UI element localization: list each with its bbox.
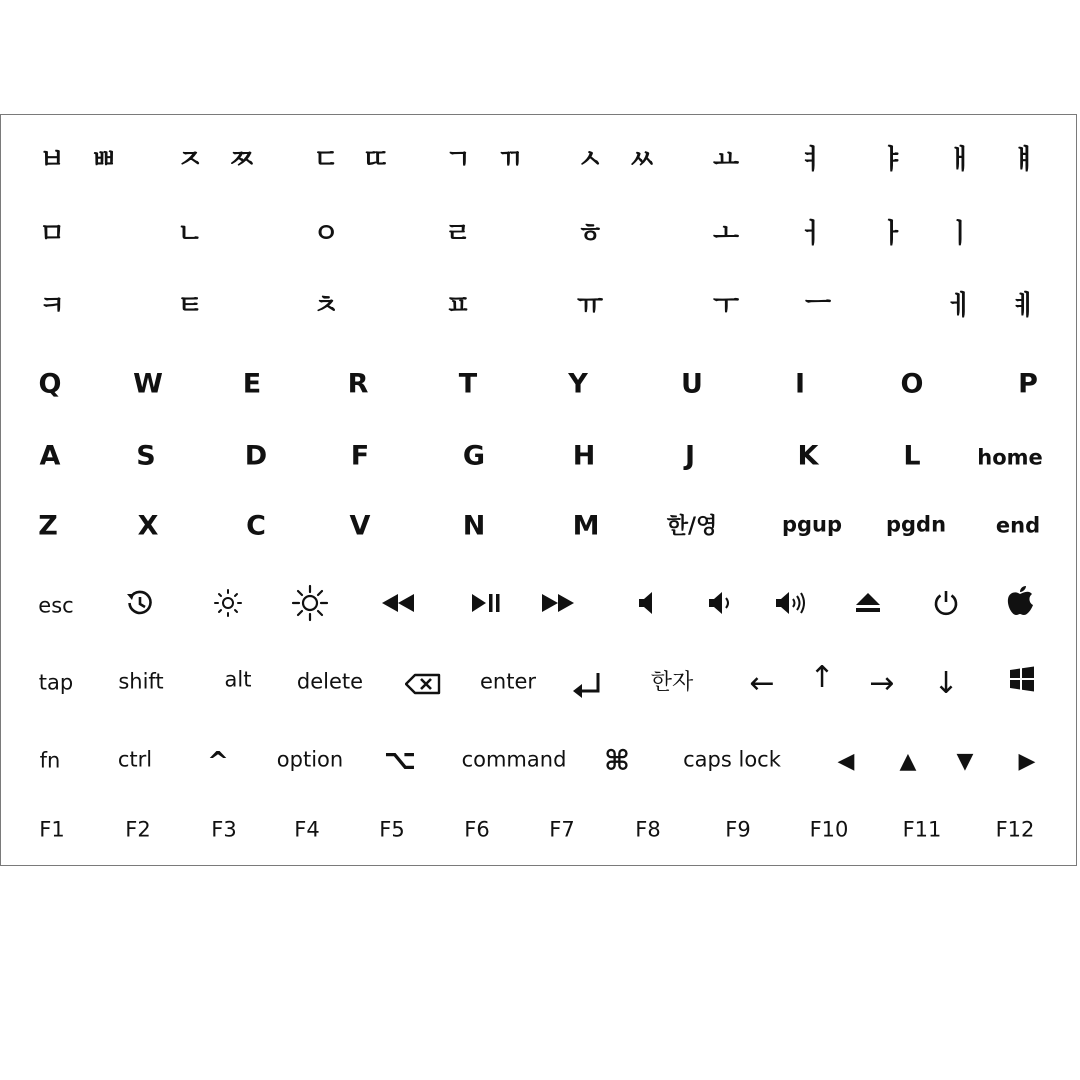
letter-key-o: O bbox=[900, 368, 924, 400]
arrow-right-icon: → bbox=[869, 666, 895, 701]
command-symbol-icon: ⌘ bbox=[604, 744, 630, 777]
tap-key-label: tap bbox=[38, 670, 74, 695]
letter-key-c: C bbox=[246, 510, 266, 542]
triangle-right-icon: ▶ bbox=[1018, 749, 1036, 774]
option-key-label: option bbox=[276, 747, 344, 772]
jamo-key: ㅉ bbox=[228, 144, 256, 176]
windows-logo-icon bbox=[1009, 666, 1035, 692]
ctrl-key-label: ctrl bbox=[117, 747, 153, 772]
letter-key-k: K bbox=[797, 440, 819, 472]
f2-key-label: F2 bbox=[125, 817, 151, 842]
letter-key-f: F bbox=[350, 440, 370, 472]
hanja-key-label: 한자 bbox=[650, 670, 694, 695]
eject-icon bbox=[855, 592, 881, 614]
letter-key-n: N bbox=[462, 510, 486, 542]
f8-key-label: F8 bbox=[635, 817, 661, 842]
jamo-key: ㅠ bbox=[576, 290, 604, 322]
arrow-left-icon: ← bbox=[749, 666, 775, 701]
letter-key-s: S bbox=[136, 440, 156, 472]
letter-key-y: Y bbox=[568, 368, 588, 400]
jamo-key: ㅐ bbox=[946, 144, 974, 176]
letter-key-w: W bbox=[133, 368, 163, 400]
letter-key-i: I bbox=[794, 368, 806, 400]
jamo-key: ㅛ bbox=[712, 144, 740, 176]
fast-forward-icon bbox=[541, 594, 575, 612]
f12-key-label: F12 bbox=[995, 817, 1035, 842]
jamo-key: ㄱ bbox=[444, 144, 472, 176]
volume-down-icon bbox=[707, 590, 733, 616]
jamo-key: ㅓ bbox=[798, 218, 826, 250]
jamo-key: ㅡ bbox=[804, 288, 832, 320]
jamo-key: ㅑ bbox=[878, 144, 906, 176]
f3-key-label: F3 bbox=[211, 817, 237, 842]
caps-lock-key-label: caps lock bbox=[683, 747, 781, 772]
jamo-key: ㅈ bbox=[176, 144, 204, 176]
jamo-key: ㅅ bbox=[576, 144, 604, 176]
jamo-key: ㅜ bbox=[712, 290, 740, 322]
letter-key-h: H bbox=[572, 440, 596, 472]
arrow-up-icon: ↑ bbox=[809, 660, 835, 695]
letter-key-r: R bbox=[347, 368, 369, 400]
triangle-up-icon: ▲ bbox=[899, 749, 917, 774]
f10-key-label: F10 bbox=[809, 817, 849, 842]
arrow-down-icon: ↓ bbox=[933, 666, 959, 701]
f9-key-label: F9 bbox=[725, 817, 751, 842]
letter-key-u: U bbox=[681, 368, 703, 400]
caret-symbol: ^ bbox=[207, 747, 229, 777]
jamo-key: ㅃ bbox=[90, 144, 118, 176]
rewind-icon bbox=[381, 594, 415, 612]
jamo-key: ㅊ bbox=[312, 290, 340, 322]
mute-icon bbox=[637, 590, 655, 616]
f7-key-label: F7 bbox=[549, 817, 575, 842]
letter-key-t: T bbox=[458, 368, 478, 400]
letter-key-z: Z bbox=[38, 510, 58, 542]
jamo-key: ㄷ bbox=[312, 144, 340, 176]
jamo-key: ㅇ bbox=[312, 218, 340, 250]
jamo-key: ㅌ bbox=[176, 290, 204, 322]
letter-key-x: X bbox=[137, 510, 159, 542]
play-pause-icon bbox=[471, 593, 501, 613]
letter-key-g: G bbox=[462, 440, 486, 472]
jamo-key: ㅖ bbox=[1010, 290, 1038, 322]
jamo-key: ㅂ bbox=[38, 144, 66, 176]
home-key-label: home bbox=[977, 445, 1043, 470]
triangle-left-icon: ◀ bbox=[837, 749, 855, 774]
jamo-key: ㄹ bbox=[444, 218, 472, 250]
delete-key-label: delete bbox=[296, 669, 364, 694]
jamo-key: ㅏ bbox=[878, 218, 906, 250]
jamo-key: ㅁ bbox=[38, 218, 66, 250]
letter-key-v: V bbox=[349, 510, 371, 542]
brightness-up-icon bbox=[291, 584, 329, 622]
f4-key-label: F4 bbox=[294, 817, 320, 842]
letter-key-p: P bbox=[1018, 368, 1038, 400]
apple-logo-icon bbox=[1006, 585, 1034, 617]
fn-key-label: fn bbox=[39, 748, 61, 773]
jamo-key: ㅣ bbox=[946, 218, 974, 250]
power-icon bbox=[932, 589, 960, 617]
letter-key-a: A bbox=[39, 440, 61, 472]
shift-key-label: shift bbox=[118, 669, 164, 694]
jamo-key: ㅆ bbox=[628, 144, 656, 176]
jamo-key: ㄸ bbox=[362, 144, 390, 176]
backspace-icon bbox=[405, 673, 441, 695]
han-yeong-key-label: 한/영 bbox=[666, 514, 718, 539]
f5-key-label: F5 bbox=[379, 817, 405, 842]
command-key-label: command bbox=[461, 747, 567, 772]
brightness-down-icon bbox=[212, 587, 244, 619]
f1-key-label: F1 bbox=[39, 817, 65, 842]
letter-key-q: Q bbox=[38, 368, 62, 400]
option-symbol-icon: ⌥ bbox=[383, 743, 417, 776]
letter-key-m: M bbox=[572, 510, 600, 542]
letter-key-e: E bbox=[242, 368, 262, 400]
esc-key-label: esc bbox=[38, 593, 74, 618]
volume-up-icon bbox=[774, 590, 806, 616]
letter-key-d: D bbox=[244, 440, 268, 472]
f6-key-label: F6 bbox=[464, 817, 490, 842]
jamo-key: ㅍ bbox=[444, 290, 472, 322]
jamo-key: ㅔ bbox=[946, 290, 974, 322]
triangle-down-icon: ▼ bbox=[956, 749, 974, 774]
jamo-key: ㅋ bbox=[38, 290, 66, 322]
restore-icon bbox=[125, 588, 155, 618]
end-key-label: end bbox=[995, 513, 1041, 538]
alt-key-label: alt bbox=[224, 667, 252, 692]
letter-key-l: L bbox=[903, 440, 921, 472]
return-arrow-icon bbox=[572, 671, 604, 701]
pgdn-key-label: pgdn bbox=[885, 512, 947, 537]
letter-key-j: J bbox=[684, 440, 696, 472]
jamo-key: ㄴ bbox=[176, 218, 204, 250]
enter-key-label: enter bbox=[479, 669, 537, 694]
pgup-key-label: pgup bbox=[781, 512, 843, 537]
f11-key-label: F11 bbox=[902, 817, 942, 842]
jamo-key: ㅕ bbox=[798, 144, 826, 176]
jamo-key: ㅒ bbox=[1010, 144, 1038, 176]
jamo-key: ㅗ bbox=[712, 218, 740, 250]
jamo-key: ㅎ bbox=[576, 218, 604, 250]
jamo-key: ㄲ bbox=[496, 144, 524, 176]
